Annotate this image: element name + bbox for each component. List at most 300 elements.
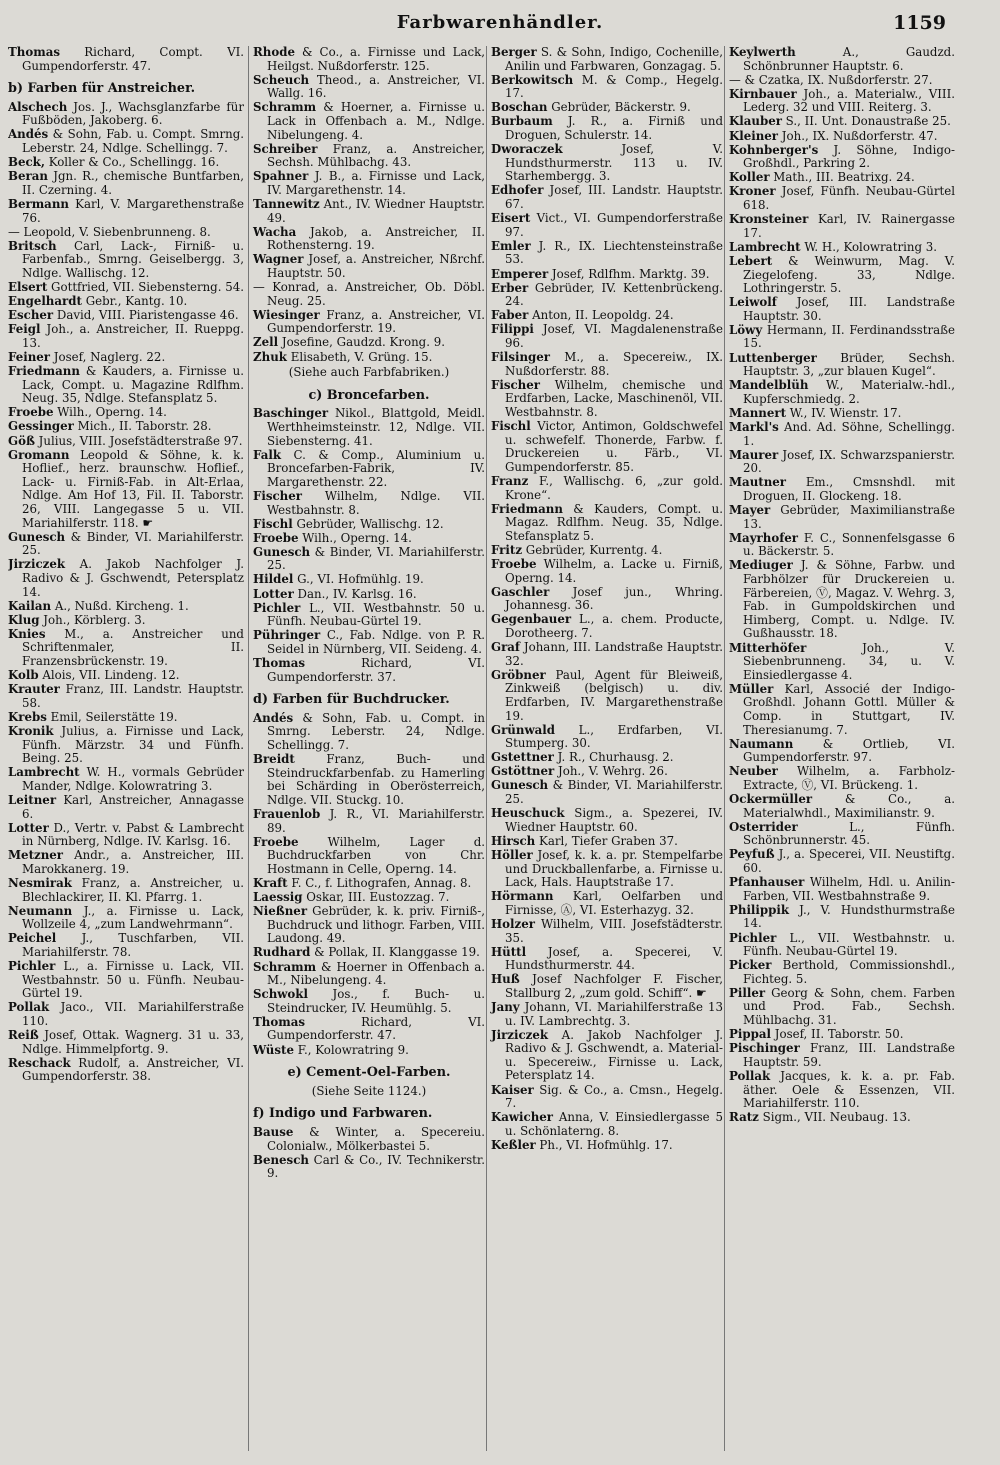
entry-name: Thomas — [253, 1014, 305, 1029]
entry-details: & Kauders, a. Firnisse u. Lack, Compt. u. Magazine Rdlfhm. Neug. 35, Ndlge. Stefansplatz 5. — [22, 364, 244, 406]
entry-details: Franz, Buch- und Steindruckfarbenfab. zu Hamerling bei Schärding in Oberösterreich, Ndlge. VII. Stuckg. 10. — [267, 752, 485, 807]
directory-entry — [8, 669, 244, 683]
directory-entry — [491, 724, 723, 751]
directory-entry — [8, 725, 244, 766]
entry-name: Kroner — [729, 184, 776, 199]
entry-name: Scheuch — [253, 72, 310, 87]
directory-entry — [491, 184, 723, 211]
entry-details: J. R., IX. Liechtensteinstraße 53. — [505, 238, 723, 267]
column-3 — [486, 46, 723, 1451]
directory-entry — [491, 46, 723, 73]
entry-details: Josef, Ottak. Wagnerg. 31 u. 33, Ndlge. Himmelpfortg. 9. — [22, 1028, 244, 1056]
entry-name: Klug — [8, 612, 40, 627]
directory-entry — [253, 281, 485, 308]
entry-details: Carl & Co., IV. Technikerstr. 9. — [267, 1152, 485, 1181]
directory-entry — [253, 891, 485, 905]
directory-entry — [253, 946, 485, 960]
entry-name: Breidt — [253, 752, 295, 767]
entry-details: Vict., VI. Gumpendorferstraße 97. — [505, 211, 723, 239]
entry-name: Frauenlob — [253, 806, 321, 821]
entry-name: Britsch — [8, 238, 57, 253]
entry-name: Elsert — [8, 280, 48, 294]
entry-details: Joh., V. Siebenbrunneng. 34, u. V. Einsiedlergasse 4. — [743, 640, 955, 682]
entry-name: Fritz — [491, 542, 523, 557]
directory-entry — [491, 475, 723, 502]
directory-entry — [729, 115, 955, 129]
entry-details: C., Fab. Ndlge. von P. R. Seidel in Nürnberg, VII. Seideng. 4. — [267, 628, 485, 656]
directory-entry — [253, 74, 485, 101]
directory-entry — [253, 198, 485, 225]
entry-name: Klauber — [729, 114, 782, 129]
entry-name: Leiwolf — [729, 295, 777, 310]
entry-name: Lambrecht — [729, 239, 801, 254]
directory-entry — [729, 171, 955, 185]
entry-name: Nesmirak — [8, 876, 72, 891]
directory-entry — [729, 504, 955, 531]
directory-entry — [729, 74, 955, 88]
entry-details: Hermann, II. Ferdinandsstraße 15. — [743, 322, 955, 351]
directory-entry — [253, 143, 485, 170]
entry-details: Sigm., a. Spezerei, IV. Wiedner Hauptstr. 60. — [505, 806, 723, 834]
entry-name: Koller — [729, 170, 770, 185]
directory-entry — [491, 807, 723, 834]
directory-entry — [253, 1044, 485, 1058]
entry-details: Joh., a. Anstreicher, II. Rueppg. 13. — [22, 322, 244, 350]
directory-entry — [253, 961, 485, 988]
entry-name: Lotter — [8, 820, 49, 835]
entry-details: L., a. chem. Producte, Dorotheerg. 7. — [505, 612, 723, 640]
entry-name: Philippik — [729, 902, 790, 917]
entry-details: Johann, III. Landstraße Hauptstr. 32. — [505, 640, 723, 668]
entry-details: Karl, V. Margarethenstraße 76. — [22, 196, 244, 225]
entry-details: F. C., Sonnenfelsgasse 6 u. Bäckerstr. 5. — [743, 530, 955, 559]
entry-details: & Hoerner, a. Firnisse u. Lack in Offenbach a. M., Ndlge. Nibelungeng. 4. — [267, 100, 485, 142]
directory-entry — [8, 351, 244, 365]
entry-name: Zhuk — [253, 349, 287, 364]
entry-details: & Co., a. Materialwhdl., Maximilianstr. 9. — [743, 792, 955, 820]
entry-details: & Kauders, Compt. u. Magaz. Rdlfhm. Neug. 35, Ndlge. Stefansplatz 5. — [505, 501, 723, 543]
directory-entry — [253, 1016, 485, 1043]
directory-entry — [729, 324, 955, 351]
entry-name: Froebe — [253, 834, 299, 849]
entry-name: Kronik — [8, 724, 54, 738]
directory-entry — [491, 946, 723, 973]
entry-details: Jacques, k. k. a. pr. Fab. äther. Oele & Essenzen, VII. Mariahilferstr. 110. — [743, 1068, 955, 1111]
entry-name: Kailan — [8, 598, 52, 613]
entry-details: Emil, Seilerstätte 19. — [46, 709, 178, 724]
entry-details: L., Fünfh. Schönbrunnerstr. 45. — [743, 819, 955, 848]
directory-entry — [253, 253, 485, 280]
directory-entry — [253, 808, 485, 835]
entry-details: W. H., Kolowratring 3. — [800, 239, 938, 254]
entry-details: Josef, III. Landstraße Hauptstr. 30. — [743, 295, 955, 323]
directory-entry — [8, 156, 244, 170]
directory-entry — [729, 407, 955, 421]
directory-entry — [729, 352, 955, 379]
directory-entry — [491, 890, 723, 917]
directory-entry — [491, 268, 723, 282]
directory-entry — [491, 1001, 723, 1028]
entry-name: Müller — [729, 681, 774, 696]
directory-entry — [253, 546, 485, 573]
entry-details: Josef, VI. Magdalenenstraße 96. — [505, 322, 723, 350]
entry-name: Gunesch — [491, 778, 549, 793]
directory-entry — [729, 959, 955, 986]
directory-entry — [253, 336, 485, 350]
entry-name: Pollak — [729, 1068, 771, 1083]
directory-entry — [253, 351, 485, 365]
entry-details: Koller & Co., Schellingg. 16. — [44, 155, 220, 170]
entry-details: Joh., IX. Nußdorferstr. 47. — [778, 128, 938, 143]
entry-details: L., Erdfarben, VI. Stumperg. 30. — [505, 722, 723, 751]
entry-name: Fischer — [491, 377, 540, 392]
entry-details: Franz, III. Landstr. Hauptstr. 58. — [22, 682, 244, 710]
entry-details: Gebrüder, Kurrentg. 4. — [522, 542, 663, 557]
entry-details: Gebr., Kantg. 10. — [81, 294, 188, 309]
directory-entry — [491, 751, 723, 765]
entry-name: Mannert — [729, 405, 787, 420]
entry-details: Rudolf, a. Anstreicher, VI. Gumpendorferstr. 38. — [22, 1055, 244, 1084]
directory-entry — [253, 988, 485, 1015]
entry-details: Josef, a. Specerei, V. Hundsthurmerstr. 44. — [505, 944, 723, 973]
entry-name: Mandelblüh — [729, 378, 809, 393]
directory-entry — [8, 849, 244, 876]
directory-entry — [491, 74, 723, 101]
directory-entry — [729, 255, 955, 296]
entry-name: Friedmann — [8, 364, 80, 379]
entry-details: Joh., a. Materialw., VIII. Lederg. 32 und VIII. Reiterg. 3. — [743, 86, 955, 115]
entry-details: & Binder, VI. Mariahilferstr. 25. — [267, 544, 485, 573]
entry-details: Elisabeth, V. Grüng. 15. — [286, 349, 433, 364]
entry-name: Kawicher — [491, 1110, 554, 1125]
entry-name: Faber — [491, 308, 529, 323]
directory-entry — [8, 711, 244, 725]
entry-details: Josef, k. k. a. pr. Stempelfarbe und Druckballenfarbe, a. Firnisse u. Lack, Hals. Hauptstraße 17. — [505, 847, 723, 890]
directory-entry — [491, 918, 723, 945]
entry-name: Kraft — [253, 875, 288, 890]
section-heading: d) Farben für Buchdrucker. — [253, 692, 450, 708]
directory-entry — [253, 836, 485, 877]
entry-details: Nikol., Blattgold, Meidl. Werthheimsteinstr. 12, Ndlge. VII. Siebensterng. 41. — [267, 406, 485, 448]
page-number: 1159 — [893, 12, 946, 34]
directory-entry — [491, 641, 723, 668]
entry-details: Josef, IX. Schwarzspanierstr. 20. — [743, 447, 955, 476]
entry-details: Josef, Rdlfhm. Marktg. 39. — [548, 266, 710, 281]
directory-entry — [729, 296, 955, 323]
entry-details: W. H., vormals Gebrüder Mander, Ndlge. Kolowratring 3. — [22, 765, 244, 793]
entry-details: & Binder, VI. Mariahilferstr. 25. — [505, 778, 723, 807]
entry-name: Pichler — [253, 600, 301, 615]
directory-entry — [729, 185, 955, 212]
entry-details: David, VIII. Piaristengasse 46. — [53, 308, 239, 323]
entry-name: Bermann — [8, 196, 69, 211]
entry-details: Richard, VI. Gumpendorferstr. 47. — [267, 1014, 485, 1043]
entry-details: J., Tuschfarben, VII. Mariahilferstr. 78. — [22, 931, 244, 959]
entry-details: Andr., a. Anstreicher, III. Marokkanerg. 19. — [22, 848, 244, 876]
entry-details: Jos. J., Wachsglanzfarbe für Fußböden, Jakoberg. 6. — [22, 99, 244, 128]
directory-entry — [253, 449, 485, 490]
entry-name: Wagner — [253, 252, 304, 267]
directory-entry — [8, 101, 244, 128]
entry-details: Karl, IV. Rainergasse 17. — [743, 212, 955, 240]
directory-entry — [491, 765, 723, 779]
entry-name: Filippi — [491, 322, 534, 337]
column-1 — [8, 46, 244, 1451]
entry-details: Josefine, Gaudzd. Krong. 9. — [278, 335, 445, 350]
entry-name: Markl's — [729, 420, 779, 435]
entry-details: Josef, Naglerg. 22. — [50, 349, 166, 364]
entry-details: Jgn. R., chemische Buntfarben, II. Czerning. 4. — [22, 169, 244, 197]
entry-name: Feigl — [8, 322, 41, 337]
section-note: (Siehe auch Farbfabriken.) — [288, 365, 450, 380]
entry-name: Friedmann — [491, 501, 563, 516]
entry-name: Gunesch — [253, 544, 311, 559]
entry-details: Alois, VII. Lindeng. 12. — [38, 668, 180, 683]
entry-name: Peichel — [8, 931, 57, 946]
directory-entry — [491, 351, 723, 378]
entry-details: & Co., a. Firnisse und Lack, Heilgst. Nußdorferstr. 125. — [267, 46, 485, 73]
directory-entry — [491, 779, 723, 806]
entry-name: Fischl — [253, 516, 293, 531]
entry-name: Zell — [253, 335, 279, 350]
entry-list — [253, 46, 485, 364]
entry-details: Gebrüder, Wallischg. 12. — [292, 516, 444, 531]
directory-entry — [8, 46, 244, 73]
directory-entry — [491, 1084, 723, 1111]
entry-details: — Leopold, V. Siebenbrunneng. 8. — [8, 224, 211, 239]
entry-details: J., a. Firnisse u. Lack, Wollzeile 4, „zum Landwehrmann“. — [22, 903, 244, 932]
entry-details: Anna, V. Einsiedlergasse 5 u. Schönlaterng. 8. — [505, 1110, 723, 1138]
entry-name: Berkowitsch — [491, 72, 574, 87]
directory-entry — [253, 753, 485, 807]
entry-details: Karl, Oelfarben und Firnisse, Ⓐ, VI. Esterhazyg. 32. — [505, 889, 723, 917]
directory-entry — [491, 613, 723, 640]
entry-name: Gromann — [8, 447, 70, 462]
entry-name: Schramm — [253, 959, 317, 974]
entry-details: Josef, V. Hundsthurmerstr. 113 u. IV. Starhembergg. 3. — [505, 142, 723, 184]
directory-entry — [491, 323, 723, 350]
entry-details: & Hoerner in Offenbach a. M., Nibelungeng. 4. — [267, 959, 485, 988]
directory-entry — [491, 835, 723, 849]
entry-name: Emperer — [491, 266, 549, 281]
entry-name: Mediuger — [729, 558, 793, 573]
entry-name: Kleiner — [729, 128, 779, 143]
directory-entry — [253, 573, 485, 587]
entry-name: Kirnbauer — [729, 86, 797, 101]
entry-details: Anton, II. Leopoldg. 24. — [528, 308, 674, 323]
directory-entry — [729, 904, 955, 931]
directory-entry — [729, 421, 955, 448]
entry-details: Franz, a. Anstreicher, Sechsh. Mühlbachg. 43. — [267, 141, 485, 170]
entry-name: Göß — [8, 433, 35, 448]
directory-entry — [729, 213, 955, 240]
directory-entry — [729, 559, 955, 641]
entry-name: Ockermüller — [729, 792, 813, 807]
directory-entry — [729, 1111, 955, 1125]
directory-entry — [253, 1126, 485, 1153]
directory-entry — [491, 973, 723, 1000]
directory-entry — [253, 602, 485, 629]
entry-name: Hörmann — [491, 889, 554, 904]
entry-details: A., Nußd. Kircheng. 1. — [51, 598, 189, 613]
entry-name: Lambrecht — [8, 765, 80, 780]
directory-entry — [8, 960, 244, 1001]
entry-details: Richard, VI. Gumpendorferstr. 37. — [267, 656, 485, 684]
entry-details: J. R., VI. Mariahilferstr. 89. — [267, 806, 485, 835]
entry-details: F. C., f. Lithografen, Annag. 8. — [287, 875, 472, 890]
directory-entry — [729, 821, 955, 848]
directory-entry — [729, 987, 955, 1028]
entry-name: Nießner — [253, 904, 308, 919]
directory-entry — [491, 669, 723, 723]
directory-entry — [253, 877, 485, 891]
entry-name: Filsinger — [491, 350, 551, 365]
entry-name: Keylwerth — [729, 46, 796, 59]
directory-entry — [729, 88, 955, 115]
directory-entry — [491, 115, 723, 142]
entry-details: Wilhelm, a. Lacke u. Firniß, Operng. 14. — [505, 556, 723, 585]
directory-entry — [491, 503, 723, 544]
entry-details: Wilh., Operng. 14. — [53, 405, 167, 420]
directory-entry — [8, 435, 244, 449]
entry-name: Lotter — [253, 586, 294, 601]
entry-name: Peyfuß — [729, 847, 775, 862]
section-heading: e) Cement-Oel-Farben. — [287, 1065, 451, 1081]
entry-name: Kolb — [8, 668, 39, 683]
page-title: Farbwarenhändler. — [396, 12, 604, 33]
entry-name: Höller — [491, 847, 533, 862]
entry-name: Schreiber — [253, 141, 318, 156]
entry-details: Gebrüder, IV. Kettenbrückeng. 24. — [505, 280, 723, 309]
directory-entry — [491, 240, 723, 267]
entry-details: A. Jakob Nachfolger J. Radivo & J. Gschwendt, a. Material- u. Specereiw., Firnisse u. Lack, Petersplatz 14. — [505, 1027, 723, 1083]
entry-name: Gstöttner — [491, 764, 555, 779]
entry-details: — Konrad, a. Anstreicher, Ob. Döbl. Neug. 25. — [253, 280, 485, 308]
entry-name: Tannewitz — [253, 197, 320, 212]
directory-entry — [8, 877, 244, 904]
entry-details: Math., III. Beatrixg. 24. — [769, 170, 915, 185]
directory-entry — [8, 614, 244, 628]
entry-details: S., II. Unt. Donaustraße 25. — [781, 114, 951, 129]
entry-details: Wilhelm, Ndlge. VII. Westbahnstr. 8. — [267, 488, 485, 517]
directory-entry — [729, 876, 955, 903]
directory-entry — [8, 1001, 244, 1028]
entry-details: Sigm., VII. Neubaug. 13. — [758, 1110, 911, 1125]
entry-name: Gstettner — [491, 750, 554, 765]
entry-name: Beran — [8, 169, 48, 184]
entry-name: Franz — [491, 473, 529, 488]
directory-entry — [8, 531, 244, 558]
directory-entry — [729, 532, 955, 559]
entry-name: Hirsch — [491, 833, 536, 848]
entry-name: Ratz — [729, 1110, 759, 1125]
entry-name: Burbaum — [491, 114, 553, 129]
entry-name: Pischinger — [729, 1041, 800, 1056]
entry-details: Josef, II. Taborstr. 50. — [770, 1027, 904, 1042]
entry-name: Reschack — [8, 1055, 71, 1070]
directory-entry — [491, 586, 723, 613]
entry-details: Jakob, a. Anstreicher, II. Rothensterng. 19. — [267, 224, 485, 253]
entry-details: Carl, Lack-, Firniß- u. Farbenfab., Smrng. Geiselbergg. 3, Ndlge. Wallischg. 12. — [22, 238, 244, 280]
entry-name: Hildel — [253, 572, 294, 587]
directory-entry — [491, 558, 723, 585]
entry-details: S. & Sohn, Indigo, Cochenille, Anilin und Farbwaren, Gonzagag. 5. — [505, 46, 723, 73]
entry-details: Theod., a. Anstreicher, VI. Wallg. 16. — [267, 72, 485, 101]
entry-details: Wilh., Operng. 14. — [298, 530, 412, 545]
section-heading: b) Farben für Anstreicher. — [8, 81, 196, 97]
entry-details: L., VII. Westbahnstr. u. Fünfh. Neubau-Gürtel 19. — [743, 930, 955, 959]
directory-entry — [729, 144, 955, 171]
entry-name: Knies — [8, 626, 46, 641]
entry-details: Josef, a. Anstreicher, Nßrchf. Hauptstr. 50. — [267, 252, 485, 280]
entry-details: Wilhelm, Lager d. Buchdruckfarben von Chr. Hostmann in Celle, Operng. 14. — [267, 834, 485, 876]
directory-entry — [729, 738, 955, 765]
entry-details: Karl, Tiefer Graben 37. — [535, 833, 678, 848]
entry-name: Rhode — [253, 46, 296, 59]
entry-details: Josef, III. Landstr. Hauptstr. 67. — [505, 183, 723, 212]
directory-entry — [8, 794, 244, 821]
entry-details: Gebrüder, k. k. priv. Firniß-, Buchdruck und lithogr. Farben, VIII. Laudong. 49. — [267, 904, 485, 946]
entry-name: Wiesinger — [253, 307, 320, 322]
directory-entry — [8, 683, 244, 710]
directory-entry — [253, 226, 485, 253]
entry-name: Pippal — [729, 1027, 771, 1042]
entry-name: Engelhardt — [8, 294, 82, 309]
directory-entry — [729, 642, 955, 683]
directory-entry — [8, 406, 244, 420]
entry-details: J. Söhne, Indigo-Großhdl., Parkring 2. — [743, 142, 955, 171]
directory-entry — [729, 241, 955, 255]
entry-name: Dworaczek — [491, 142, 563, 157]
directory-entry — [491, 101, 723, 115]
entry-name: Baschinger — [253, 406, 329, 421]
entry-details: Karl, Associé der Indigo-Großhdl. Johann Gottl. Müller & Comp. in Stuttgart, IV. Theresianumg. 7. — [743, 681, 955, 737]
directory-entry — [729, 130, 955, 144]
directory-entry — [8, 309, 244, 323]
entry-name: Spahner — [253, 169, 309, 184]
entry-name: Krebs — [8, 709, 47, 724]
entry-name: Pollak — [8, 1000, 50, 1015]
entry-details: & Binder, VI. Mariahilferstr. 25. — [22, 529, 244, 558]
entry-details: And. Ad. Söhne, Schellingg. 1. — [743, 420, 955, 448]
entry-name: Froebe — [8, 405, 54, 420]
directory-entry — [729, 1070, 955, 1111]
entry-details: J. & Söhne, Farbw. und Farbhölzer für Druckereien u. Färbereien, Ⓥ, Magaz. V. Wehrg. 3, Fab. in Gumpoldskirchen und Himberg, Compt. u. Ndlge. IV. Gußhausstr. 18. — [743, 558, 955, 641]
directory-entry — [253, 490, 485, 517]
entry-name: Thomas — [8, 46, 60, 59]
entry-name: Froebe — [491, 556, 537, 571]
entry-name: Berger — [491, 46, 537, 59]
entry-name: Rudhard — [253, 945, 311, 960]
entry-name: Wüste — [253, 1042, 294, 1057]
entry-details: Franz, a. Anstreicher, u. Blechlackirer, II. Kl. Pfarrg. 1. — [22, 876, 244, 904]
directory-entry — [8, 932, 244, 959]
directory-entry — [491, 379, 723, 420]
directory-entry — [253, 712, 485, 753]
directory-entry — [491, 1029, 723, 1083]
entry-name: Laessig — [253, 890, 303, 905]
entry-name: Maurer — [729, 447, 779, 462]
entry-details: Victor, Antimon, Goldschwefel u. schwefelf. Thonerde, Farbw. f. Druckereien u. Färb., VI. Gumpendorferstr. 85. — [505, 419, 723, 474]
entry-name: Osterrider — [729, 819, 798, 834]
entry-name: Huß — [491, 972, 520, 987]
entry-details: Julius, VIII. Josefstädterstraße 97. — [34, 433, 243, 448]
entry-details: J. R., a. Firniß und Droguen, Schulerstr. 14. — [505, 114, 723, 143]
entry-name: Picker — [729, 958, 772, 973]
entry-details: Johann, VI. Mariahilferstraße 13 u. IV. Lambrechtg. 3. — [505, 999, 723, 1028]
entry-name: Fischl — [491, 419, 531, 434]
entry-name: Krauter — [8, 682, 60, 697]
